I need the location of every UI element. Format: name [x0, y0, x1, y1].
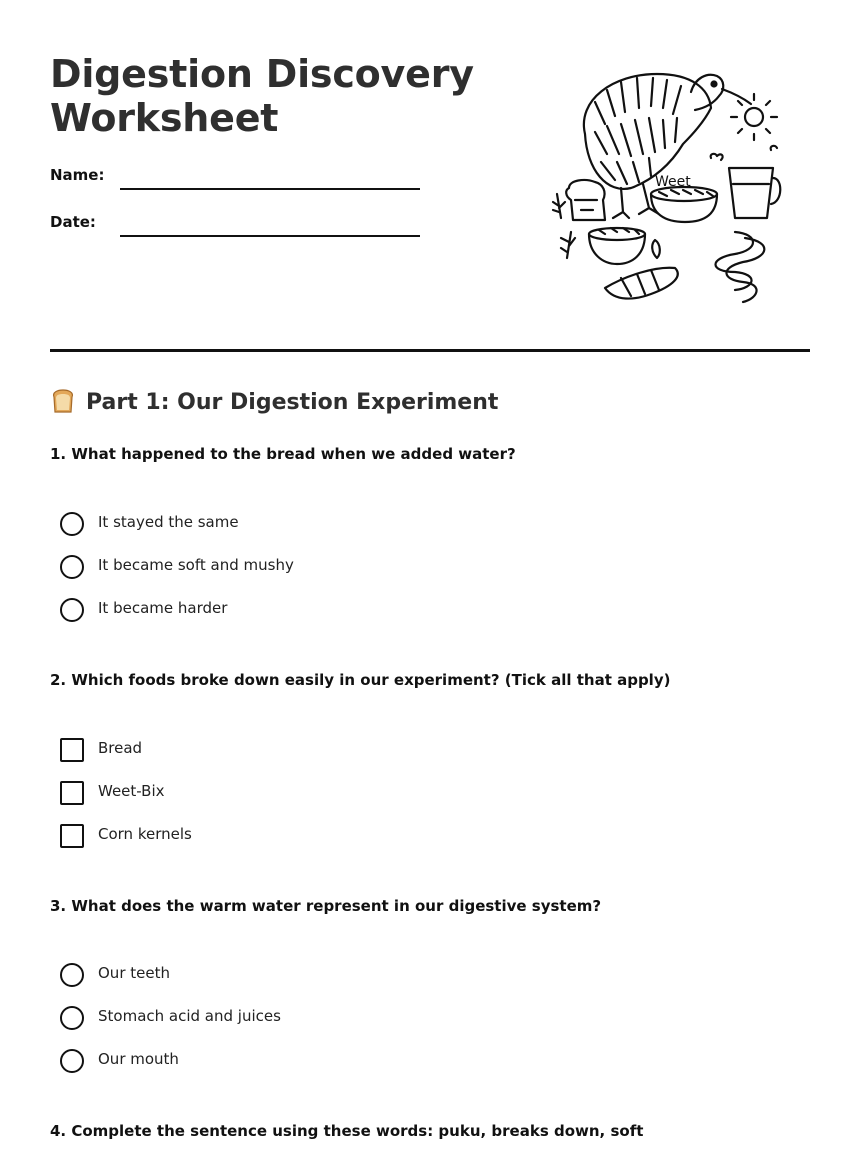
option-label: Our mouth [98, 1050, 179, 1068]
q2-option-2[interactable] [60, 781, 560, 807]
option-label: Corn kernels [98, 825, 192, 843]
option-label: Our teeth [98, 964, 170, 982]
name-label: Name: [50, 166, 105, 184]
option-label: Bread [98, 739, 143, 757]
radio-button[interactable] [60, 963, 84, 987]
illustration-weet-text: Weet [655, 174, 691, 190]
q2-option-3[interactable] [60, 824, 560, 850]
question-1: 1. What happened to the bread when we added water? [50, 445, 516, 463]
title-line-1: Digestion Discovery [50, 52, 474, 96]
option-label: It became harder [98, 599, 228, 617]
q1-option-2[interactable] [60, 555, 560, 581]
checkbox[interactable] [60, 738, 84, 762]
kiwi-food-illustration [545, 62, 790, 317]
part1-heading-text: Part 1: Our Digestion Experiment [86, 390, 499, 415]
date-field [50, 213, 420, 239]
name-field [50, 166, 420, 192]
radio-button[interactable] [60, 555, 84, 579]
q3-option-2[interactable] [60, 1006, 560, 1032]
question-4: 4. Complete the sentence using these words: puku, breaks down, soft [50, 1122, 644, 1140]
question-3: 3. What does the warm water represent in our digestive system? [50, 897, 602, 915]
q2-option-1[interactable] [60, 738, 560, 764]
option-label: It became soft and mushy [98, 556, 294, 574]
date-write-line[interactable] [120, 235, 420, 237]
header-divider [50, 349, 810, 352]
option-label: Weet-Bix [98, 782, 165, 800]
option-label: It stayed the same [98, 513, 239, 531]
radio-button[interactable] [60, 512, 84, 536]
radio-button[interactable] [60, 598, 84, 622]
radio-button[interactable] [60, 1006, 84, 1030]
checkbox[interactable] [60, 824, 84, 848]
question-2: 2. Which foods broke down easily in our experiment? (Tick all that apply) [50, 671, 671, 689]
radio-button[interactable] [60, 1049, 84, 1073]
q1-option-3[interactable] [60, 598, 560, 624]
title-line-2: Worksheet [50, 96, 279, 140]
q1-option-1[interactable] [60, 512, 560, 538]
name-write-line[interactable] [120, 188, 420, 190]
worksheet-title [50, 52, 474, 140]
checkbox[interactable] [60, 781, 84, 805]
option-label: Stomach acid and juices [98, 1007, 281, 1025]
q3-option-1[interactable] [60, 963, 560, 989]
q3-option-3[interactable] [60, 1049, 560, 1075]
bread-icon [50, 388, 76, 414]
part1-heading [50, 388, 498, 415]
date-label: Date: [50, 213, 96, 231]
